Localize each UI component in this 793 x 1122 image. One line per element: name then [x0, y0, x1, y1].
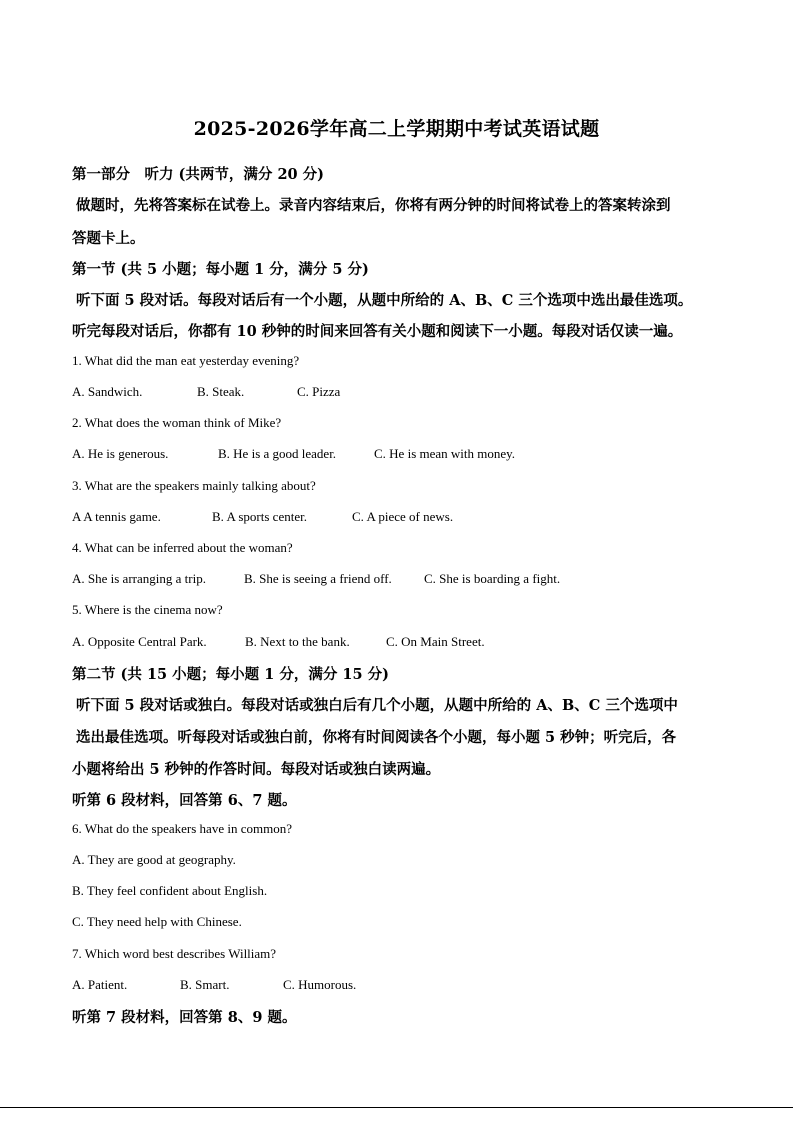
question-6-option-a: A. They are good at geography.	[72, 852, 236, 867]
section2-instruction-line-3: 小题将给出 5 秒钟的作答时间。每段对话或独白读两遍。	[72, 761, 441, 778]
option-c: C. Humorous.	[283, 977, 357, 992]
option-b: B. He is a good leader.	[218, 446, 337, 461]
option-c: C. She is boarding a fight.	[424, 571, 561, 586]
option-c: C. On Main Street.	[386, 634, 485, 649]
option-a: A. Sandwich.	[72, 384, 143, 399]
page-bottom-rule	[0, 1107, 793, 1108]
section2-instruction-line-2: 选出最佳选项。听每段对话或独白前，你将有时间阅读各个小题，每小题 5 秒钟；听完后，各	[76, 729, 677, 746]
part1-instruction-line-2: 答题卡上。	[72, 230, 145, 247]
question-4: 4. What can be inferred about the woman?	[72, 540, 293, 555]
page-title: 2025-2026学年高二上学期期中考试英语试题	[193, 118, 600, 140]
question-6-option-b: B. They feel confident about English.	[72, 883, 268, 898]
question-6-option-c: C. They need help with Chinese.	[72, 914, 242, 929]
question-2: 2. What does the woman think of Mike?	[72, 415, 282, 430]
section2-instruction-line-1: 听下面 5 段对话或独白。每段对话或独白后有几个小题，从题中所给的 A、B、C 三个选项中	[76, 697, 678, 714]
option-a: A. He is generous.	[72, 446, 169, 461]
part1-heading: 第一部分 听力 (共两节，满分 20 分)	[72, 166, 325, 183]
question-7: 7. Which word best describes William?	[72, 946, 277, 961]
section1-heading: 第一节 (共 5 小题；每小题 1 分，满分 5 分)	[72, 261, 369, 278]
option-a: A. She is arranging a trip.	[72, 571, 206, 586]
section1-instruction-line-2: 听完每段对话后，你都有 10 秒钟的时间来回答有关小题和阅读下一小题。每段对话仅读一遍。	[72, 323, 683, 340]
option-c: C. A piece of news.	[352, 509, 454, 524]
option-a: A. Patient.	[72, 977, 128, 992]
section1-instruction-line-1: 听下面 5 段对话。每段对话后有一个小题，从题中所给的 A、B、C 三个选项中选出最佳选项。	[76, 292, 693, 309]
option-c: C. He is mean with money.	[374, 446, 516, 461]
option-b: B. Steak.	[197, 384, 245, 399]
question-3: 3. What are the speakers mainly talking about?	[72, 478, 316, 493]
option-b: B. Next to the bank.	[245, 634, 350, 649]
option-b: B. A sports center.	[212, 509, 307, 524]
material6-heading: 听第 6 段材料，回答第 6、7 题。	[72, 792, 297, 809]
question-1: 1. What did the man eat yesterday evening?	[72, 353, 300, 368]
option-a: A A tennis game.	[72, 509, 161, 524]
section2-heading: 第二节 (共 15 小题；每小题 1 分，满分 15 分)	[72, 666, 390, 683]
question-5: 5. Where is the cinema now?	[72, 602, 223, 617]
option-c: C. Pizza	[297, 384, 341, 399]
option-b: B. She is seeing a friend off.	[244, 571, 392, 586]
option-a: A. Opposite Central Park.	[72, 634, 207, 649]
material7-heading: 听第 7 段材料，回答第 8、9 题。	[72, 1009, 297, 1026]
question-6: 6. What do the speakers have in common?	[72, 821, 292, 836]
part1-instruction-line-1: 做题时，先将答案标在试卷上。录音内容结束后，你将有两分钟的时间将试卷上的答案转涂到	[76, 197, 671, 214]
option-b: B. Smart.	[180, 977, 230, 992]
